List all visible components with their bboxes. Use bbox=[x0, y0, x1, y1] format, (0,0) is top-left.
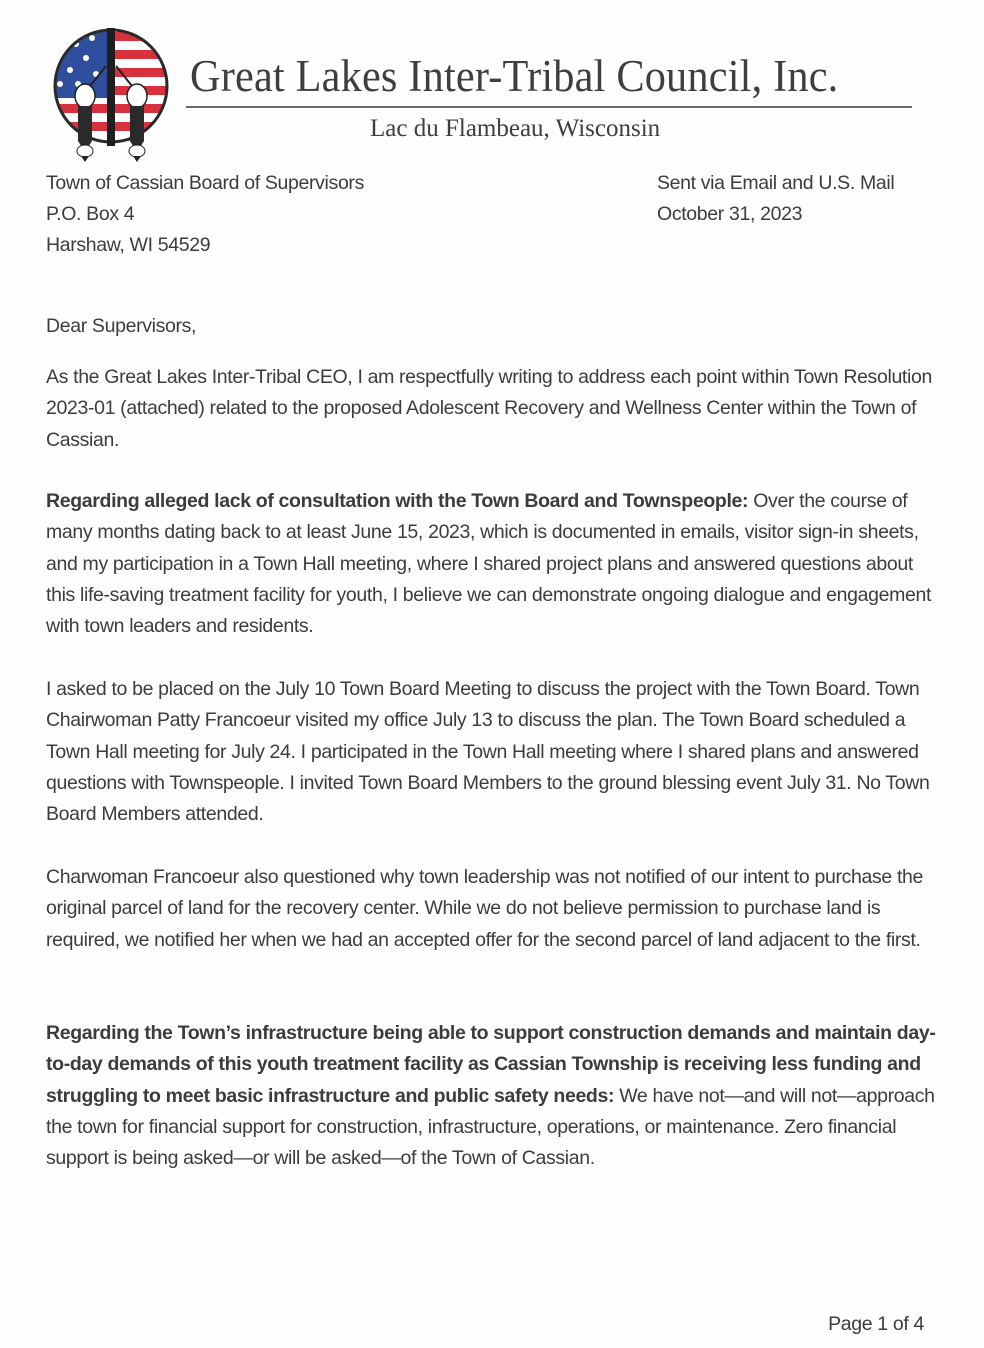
header-divider bbox=[186, 106, 912, 108]
recipient-line-3: Harshaw, WI 54529 bbox=[46, 234, 211, 256]
meetings-paragraph: I asked to be placed on the July 10 Town Board Meeting to discuss the project with the Town Board. Town Chairwoman Patty Francoeur visited my office July 13 to discuss the plan. The Town Board scheduled a Town Hall meeting for July 24. I participated in the Town Hall meeting where I shared plans and answered questions with Townspeople. I invited Town Board Members to the ground blessing event July 31. No Town Board Members attended. bbox=[46, 678, 930, 826]
infrastructure-body: We have not—and will not—approach the town for financial support for construction, infrastructure, operations, or maintenance. Zero financial support is being asked—or will be asked—of the Town of Cassian. bbox=[46, 1084, 935, 1170]
recipient-line-2: P.O. Box 4 bbox=[46, 203, 135, 225]
consultation-paragraph bbox=[46, 486, 936, 642]
recipient-address bbox=[46, 168, 364, 261]
infrastructure-paragraph bbox=[46, 1018, 936, 1174]
land-purchase-paragraph: Charwoman Francoeur also questioned why town leadership was not notified of our intent to purchase the original parcel of land for the recovery center. While we do not believe permission to purchase land is required, we notified her when we had an accepted offer for the second parcel of land adjacent to the first. bbox=[46, 866, 924, 951]
letter-date: October 31, 2023 bbox=[657, 203, 803, 225]
delivery-method: Sent via Email and U.S. Mail bbox=[657, 172, 895, 194]
organization-location: Lac du Flambeau, Wisconsin bbox=[370, 115, 661, 142]
organization-name: Great Lakes Inter-Tribal Council, Inc. bbox=[190, 51, 839, 101]
salutation: Dear Supervisors, bbox=[46, 315, 197, 337]
page-number: Page 1 of 4 bbox=[828, 1313, 924, 1335]
consultation-body: Over the course of many months dating back to at least June 15, 2023, which is documented in emails, visitor sign-in sheets, and my participation in a Town Hall meeting, where I shared project plans and answered questions about this life-saving treatment facility for youth, I believe we can demonstrate ongoing dialogue and engagement with town leaders and residents. bbox=[46, 490, 932, 638]
delivery-info bbox=[657, 168, 894, 230]
infrastructure-heading: Regarding the Town’s infrastructure being able to support construction demands and maintain day-to-day demands of this youth treatment facility as Cassian Township is receiving less funding and struggling to meet basic infrastructure and public safety needs: bbox=[46, 1022, 936, 1107]
council-logo-icon bbox=[48, 26, 174, 164]
consultation-heading: Regarding alleged lack of consultation with the Town Board and Townspeople: bbox=[46, 490, 749, 512]
intro-paragraph: As the Great Lakes Inter-Tribal CEO, I am respectfully writing to address each point within Town Resolution 2023-01 (attached) related to the proposed Adolescent Recovery and Wellness Center within the Town of Cassian. bbox=[46, 366, 932, 451]
recipient-line-1: Town of Cassian Board of Supervisors bbox=[46, 172, 364, 194]
